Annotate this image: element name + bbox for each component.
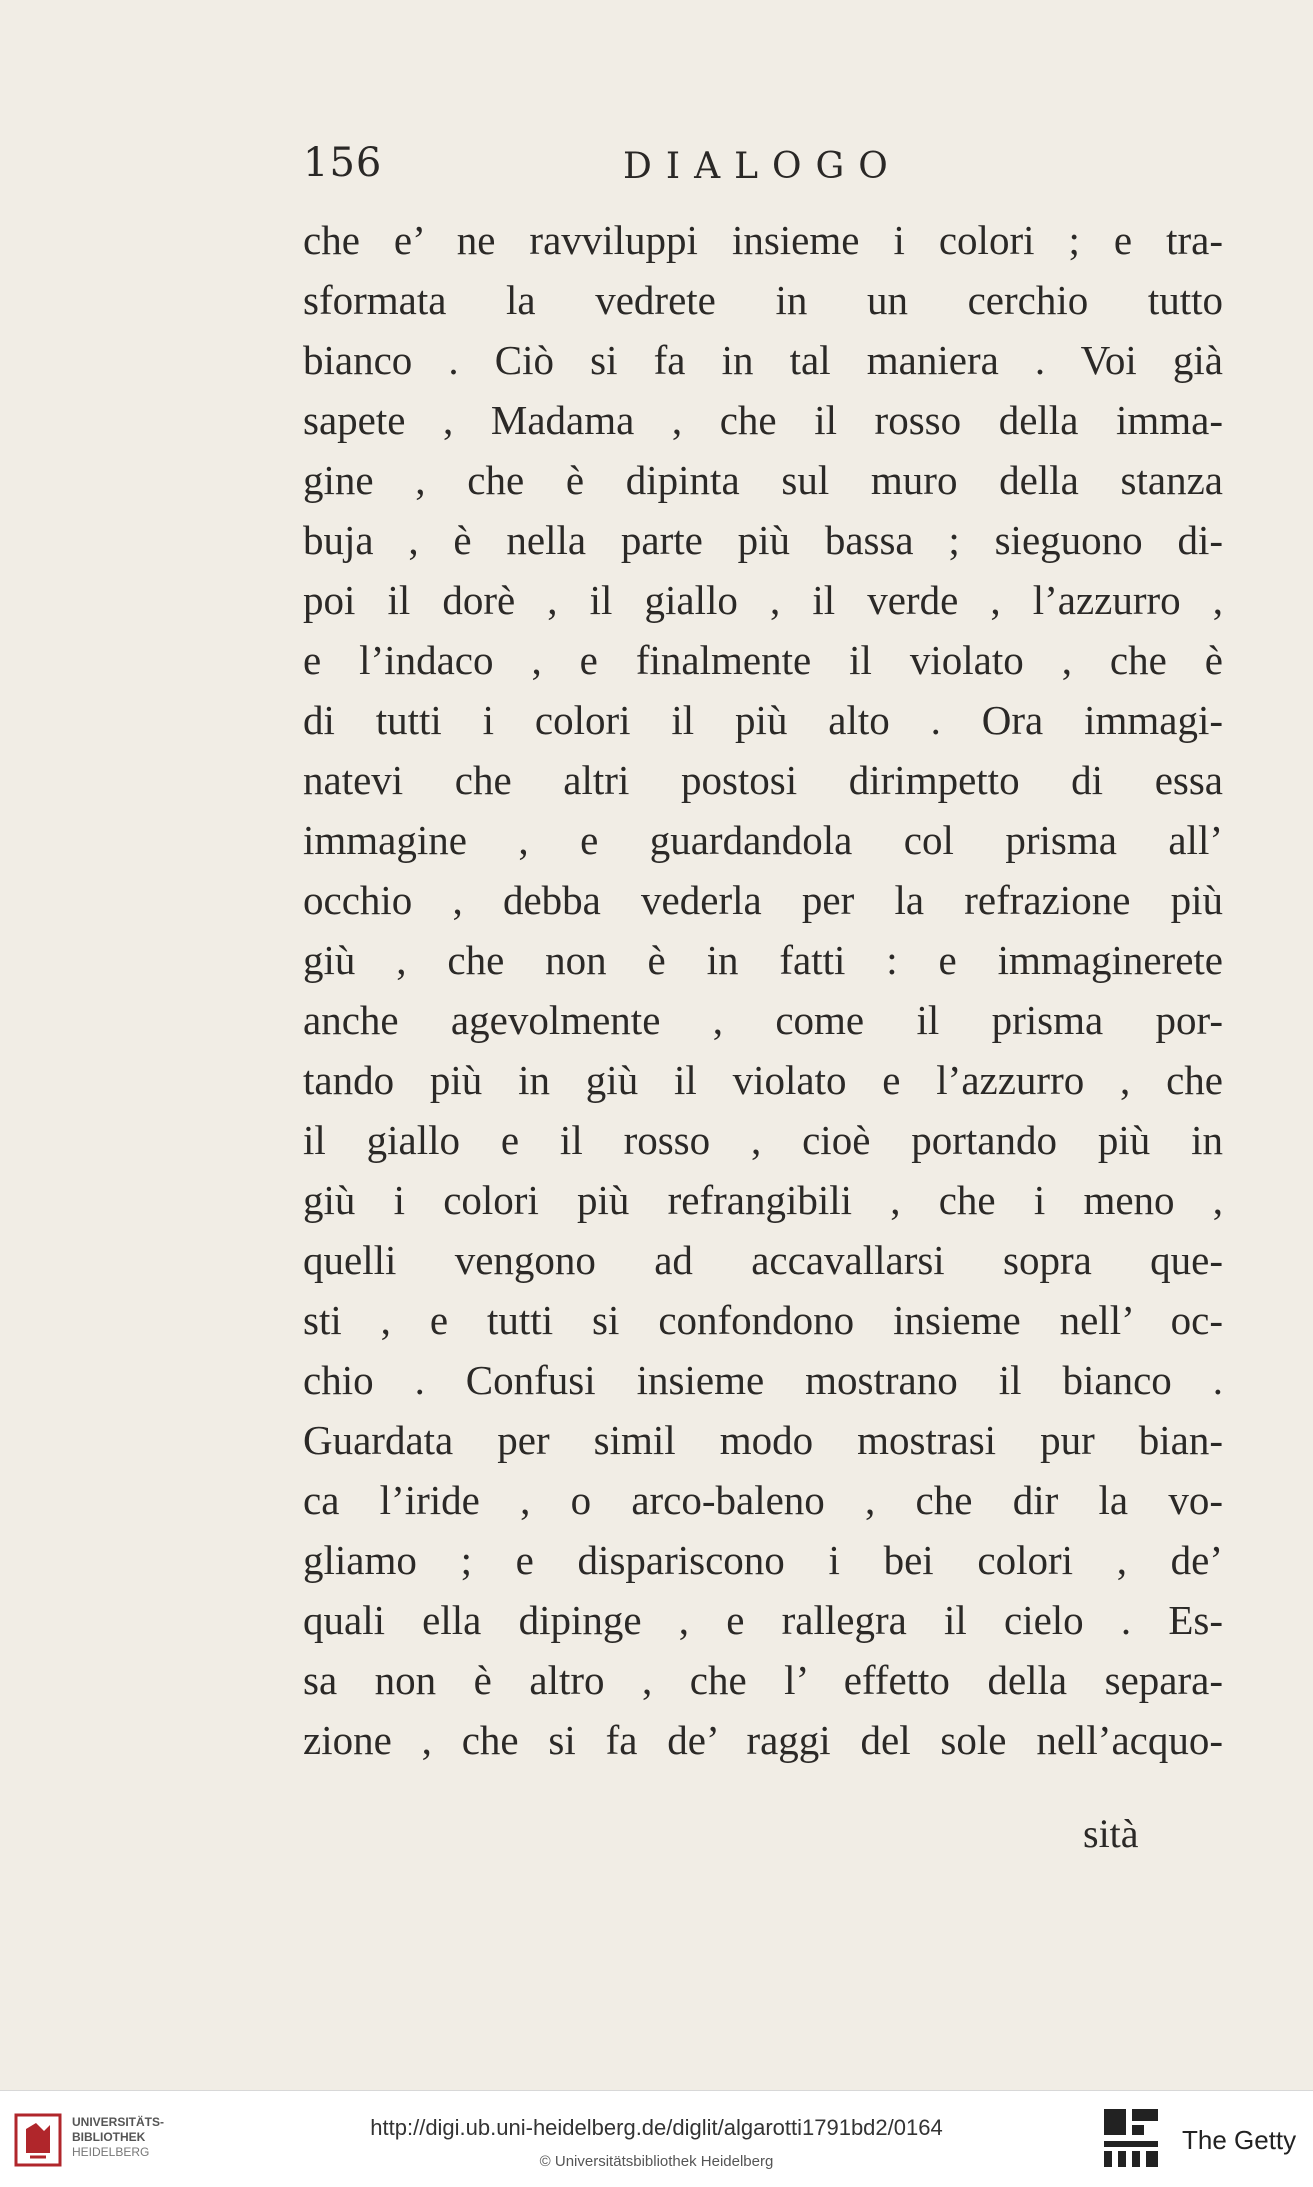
library-name-line: HEIDELBERG — [72, 2145, 150, 2159]
text-line: immagine , e guardandola col prisma all’ — [303, 817, 1223, 863]
text-line: e l’indaco , e finalmente il violato , che è — [303, 637, 1223, 683]
text-line: giù , che non è in fatti : e immaginerete — [303, 937, 1223, 983]
text-line: zione , che si fa de’ raggi del sole nell’acquo- — [303, 1717, 1223, 1763]
viewer-footer — [0, 2090, 1313, 2187]
text-line: Guardata per simil modo mostrasi pur bian- — [303, 1417, 1223, 1463]
library-name-line: BIBLIOTHEK — [72, 2130, 146, 2144]
text-line: gliamo ; e dispariscono i bei colori , de’ — [303, 1537, 1223, 1583]
text-line: bianco . Ciò si fa in tal maniera . Voi già — [303, 337, 1223, 383]
text-line: sformata la vedrete in un cerchio tutto — [303, 277, 1223, 323]
text-line: il giallo e il rosso , cioè portando più in — [303, 1117, 1223, 1163]
getty-logo[interactable] — [1102, 2107, 1302, 2173]
text-line: tando più in giù il violato e l’azzurro , che — [303, 1057, 1223, 1103]
body-text — [303, 210, 1223, 1770]
catchword: sità — [1083, 1811, 1139, 1856]
getty-mark-icon — [1102, 2107, 1160, 2169]
page-number: 156 — [303, 140, 383, 186]
text-line: poi il dorè , il giallo , il verde , l’azzurro , — [303, 577, 1223, 623]
copyright-notice: © Universitätsbibliothek Heidelberg — [539, 2153, 774, 2170]
page-header — [303, 140, 1223, 210]
text-line: quali ella dipinge , e rallegra il cielo . Es- — [303, 1597, 1223, 1643]
text-line: ca l’iride , o arco-baleno , che dir la vo- — [303, 1477, 1223, 1523]
text-line: quelli vengono ad accavallarsi sopra que- — [303, 1237, 1223, 1283]
text-line: chio . Confusi insieme mostrano il bianco . — [303, 1357, 1223, 1403]
text-line: occhio , debba vederla per la refrazione più — [303, 877, 1223, 923]
text-line: di tutti i colori il più alto . Ora immagi- — [303, 697, 1223, 743]
text-line: sapete , Madama , che il rosso della imma- — [303, 397, 1223, 443]
getty-label: The Getty — [1182, 2125, 1297, 2155]
text-line: giù i colori più refrangibili , che i meno , — [303, 1177, 1223, 1223]
text-line: natevi che altri postosi dirimpetto di essa — [303, 757, 1223, 803]
text-line: gine , che è dipinta sul muro della stanza — [303, 457, 1223, 503]
text-line: che e’ ne ravviluppi insieme i colori ; e tra- — [303, 217, 1223, 263]
library-name-line: UNIVERSITÄTS- — [72, 2115, 165, 2129]
permalink-url[interactable]: http://digi.ub.uni-heidelberg.de/diglit/algarotti1791bd2/0164 — [370, 2115, 943, 2140]
text-line: buja , è nella parte più bassa ; sieguono di- — [303, 517, 1223, 563]
text-line: anche agevolmente , come il prisma por- — [303, 997, 1223, 1043]
text-line: sti , e tutti si confondono insieme nell’ oc- — [303, 1297, 1223, 1343]
text-line: sa non è altro , che l’ effetto della separa- — [303, 1657, 1223, 1703]
running-head: DIALOGO — [623, 146, 902, 187]
